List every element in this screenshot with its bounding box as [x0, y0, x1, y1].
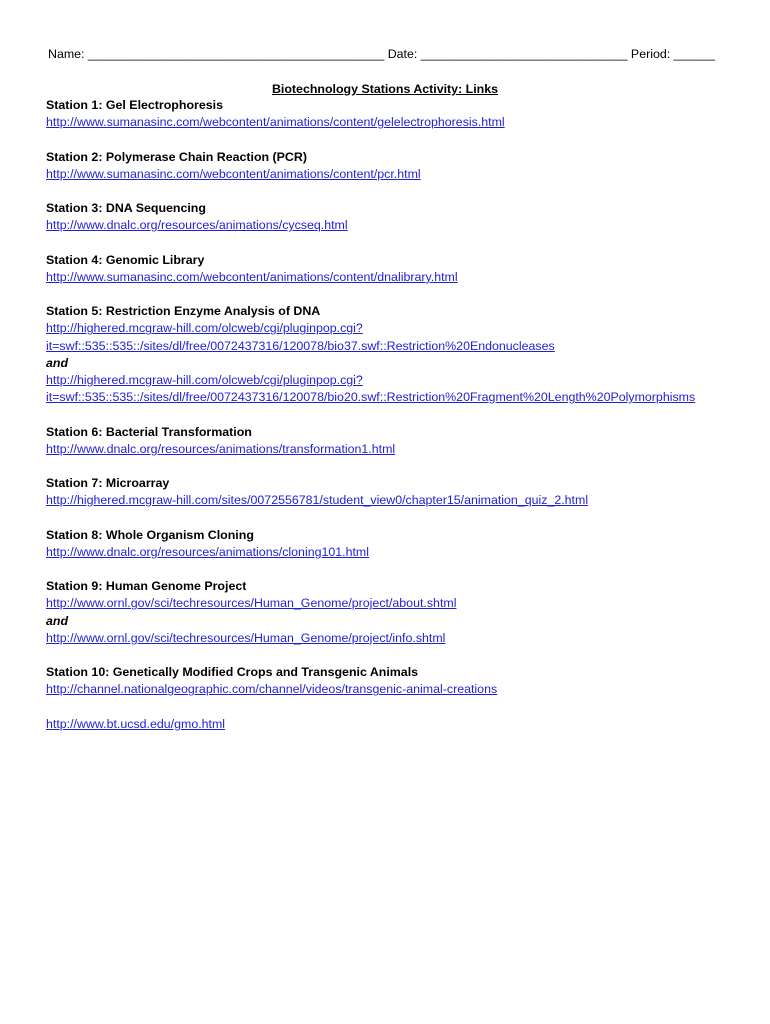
- station-3-heading: Station 3: DNA Sequencing: [46, 201, 206, 216]
- divider: [46, 647, 746, 664]
- station-4-heading: Station 4: Genomic Library: [46, 252, 205, 267]
- station-3-link[interactable]: http://www.dnalc.org/resources/animations/cycseq.html: [46, 218, 348, 233]
- station-5-heading: Station 5: Restriction Enzyme Analysis of DNA: [46, 304, 321, 319]
- station-5-link-1-part-2[interactable]: it=swf::535::535::/sites/dl/free/0072437316/120078/bio37.swf::Restriction%20Endonucleases: [46, 338, 555, 353]
- station-6-link[interactable]: http://www.dnalc.org/resources/animations/transformation1.html: [46, 441, 396, 456]
- divider: [46, 406, 746, 423]
- divider: [46, 510, 746, 527]
- station-4-link[interactable]: http://www.sumanasinc.com/webcontent/animations/content/dnalibrary.html: [46, 269, 458, 284]
- station-1-heading: Station 1: Gel Electrophoresis: [46, 98, 223, 112]
- station-10-link-2[interactable]: http://www.bt.ucsd.edu/gmo.html: [46, 716, 226, 731]
- station-5-link-1-part-1[interactable]: http://highered.mcgraw-hill.com/olcweb/cgi/pluginpop.cgi?: [46, 321, 363, 336]
- station-1-link[interactable]: http://www.sumanasinc.com/webcontent/animations/content/gelelectrophoresis.html: [46, 115, 505, 130]
- divider: [46, 235, 746, 252]
- divider: [46, 561, 746, 578]
- stations-list: [46, 97, 746, 733]
- station-10-link-1[interactable]: http://channel.nationalgeographic.com/channel/videos/transgenic-animal-creations: [46, 682, 498, 697]
- header-fields: Name: ___________________________________________ Date: ______________________________ Period: ______: [48, 47, 715, 61]
- divider: [46, 458, 746, 475]
- station-10-heading: Station 10: Genetically Modified Crops and Transgenic Animals: [46, 665, 419, 680]
- divider: [46, 286, 746, 303]
- station-2-link[interactable]: http://www.sumanasinc.com/webcontent/animations/content/pcr.html: [46, 166, 421, 181]
- divider: [46, 183, 746, 200]
- station-8-heading: Station 8: Whole Organism Cloning: [46, 527, 254, 542]
- station-7-link[interactable]: http://highered.mcgraw-hill.com/sites/0072556781/student_view0/chapter15/animation_quiz_2.html: [46, 493, 589, 508]
- station-9-link-2[interactable]: http://www.ornl.gov/sci/techresources/Human_Genome/project/info.shtml: [46, 630, 446, 645]
- divider: [46, 699, 746, 716]
- station-5-link-2-part-2[interactable]: it=swf::535::535::/sites/dl/free/0072437316/120078/bio20.swf::Restriction%20Fragment%20Length%20Polymorphisms: [46, 390, 696, 405]
- station-8-link[interactable]: http://www.dnalc.org/resources/animations/cloning101.html: [46, 544, 370, 559]
- station-7-heading: Station 7: Microarray: [46, 476, 170, 491]
- station-9-link-1[interactable]: http://www.ornl.gov/sci/techresources/Human_Genome/project/about.shtml: [46, 596, 457, 611]
- station-2-heading: Station 2: Polymerase Chain Reaction (PCR): [46, 149, 307, 164]
- station-5-link-2-part-1[interactable]: http://highered.mcgraw-hill.com/olcweb/cgi/pluginpop.cgi?: [46, 373, 363, 387]
- station-5-and-label: and: [46, 355, 69, 370]
- station-6-heading: Station 6: Bacterial Transformation: [46, 424, 252, 439]
- divider: [46, 131, 746, 148]
- station-9-heading: Station 9: Human Genome Project: [46, 579, 247, 594]
- document-title: Biotechnology Stations Activity: Links: [271, 82, 499, 96]
- station-9-and-label: and: [46, 613, 69, 628]
